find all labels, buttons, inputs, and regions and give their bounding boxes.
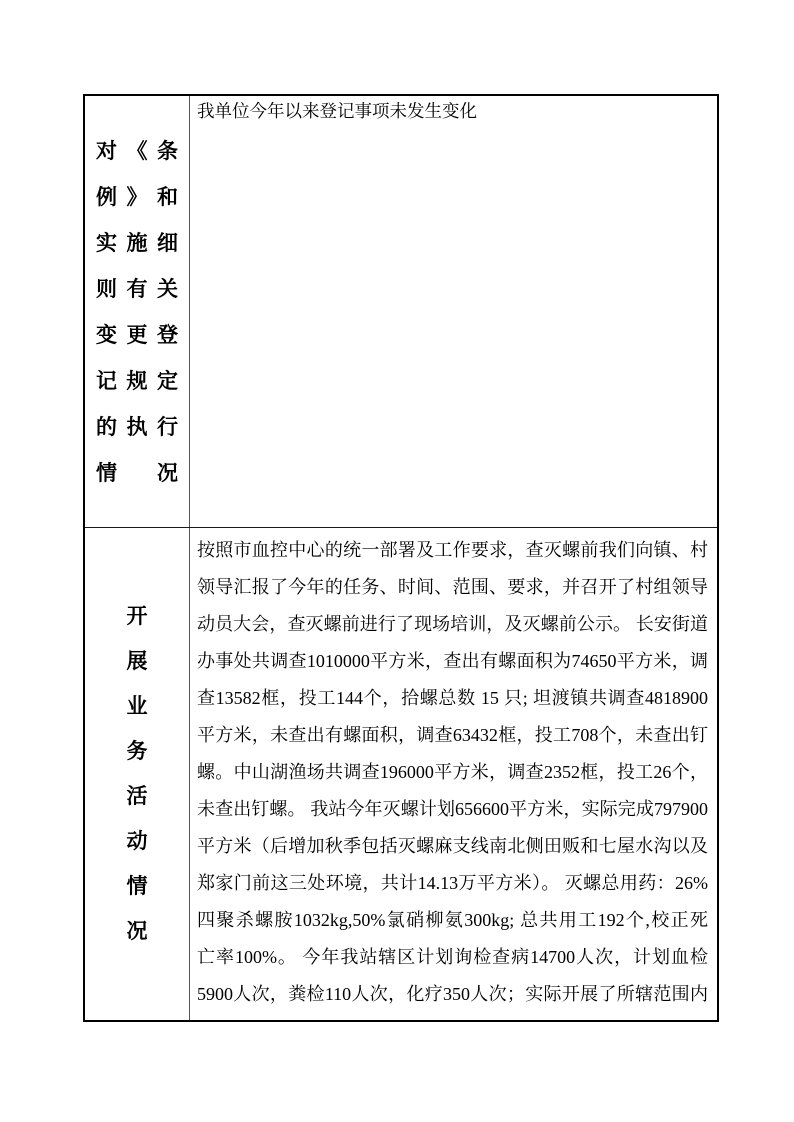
- content-line: 四聚杀螺胺1032kg,50%氯硝柳氨300kg; 总共用工192个,校正死: [197, 910, 708, 930]
- report-table: [83, 94, 719, 1022]
- content-line: 平方米，未查出有螺面积，调查63432框，投工708个，未查出钉: [197, 725, 708, 745]
- header-line: 情 况: [96, 460, 178, 485]
- table-row-change-registration: [85, 96, 717, 528]
- header-char: 活: [126, 784, 148, 808]
- header-char: 情: [126, 874, 148, 898]
- content-line: 领导汇报了今年的任务、时间、范围、要求，并召开了村组领导: [197, 577, 708, 597]
- content-line: 办事处共调查1010000平方米，查出有螺面积为74650平方米，调: [197, 651, 708, 671]
- content-line: 亡率100%。 今年我站辖区计划询检查病14700人次，计划血检: [197, 947, 708, 967]
- header-line: 对《条: [96, 138, 178, 163]
- cell-registration-status-content: [190, 96, 717, 527]
- header-char: 务: [126, 739, 148, 763]
- header-char: 业: [126, 694, 148, 718]
- content-line: 我单位今年以来登记事项未发生变化: [197, 101, 477, 121]
- table-row-business-activities: [85, 528, 717, 1020]
- header-line: 变更登: [96, 322, 178, 347]
- row-header-regulations-compliance: [85, 96, 190, 527]
- content-line: 查13582框，投工144个，拾螺总数 15 只; 坦渡镇共调查4818900: [197, 688, 708, 708]
- row-header-business-activities: [85, 528, 190, 1020]
- header-char: 开: [126, 604, 148, 628]
- content-line: 5900人次，粪检110人次，化疗350人次；实际开展了所辖范围内: [197, 984, 708, 1004]
- header-line: 例》和: [96, 184, 178, 209]
- content-line: 按照市血控中心的统一部署及工作要求，查灭螺前我们向镇、村: [197, 540, 708, 560]
- content-line: 螺。中山湖渔场共调查196000平方米，调查2352框，投工26个，: [197, 762, 708, 782]
- header-line: 则有关: [96, 276, 178, 301]
- header-char: 动: [126, 829, 148, 853]
- header-char: 况: [126, 919, 148, 943]
- header-char: 展: [126, 649, 148, 673]
- header-line: 记规定: [96, 368, 178, 393]
- content-line: 动员大会，查灭螺前进行了现场培训，及灭螺前公示。 长安街道: [197, 614, 708, 634]
- cell-business-activities-content: [190, 528, 717, 1020]
- header-line: 的执行: [96, 414, 178, 439]
- content-line: 未查出钉螺。 我站今年灭螺计划656600平方米，实际完成797900: [197, 799, 708, 819]
- content-line: 郑家门前这三处环境，共计14.13万平方米）。 灭螺总用药：26%: [197, 873, 708, 893]
- content-line: 平方米（后增加秋季包括灭螺麻支线南北侧田贩和七屋水沟以及: [197, 836, 708, 856]
- header-line: 实施细: [96, 230, 178, 255]
